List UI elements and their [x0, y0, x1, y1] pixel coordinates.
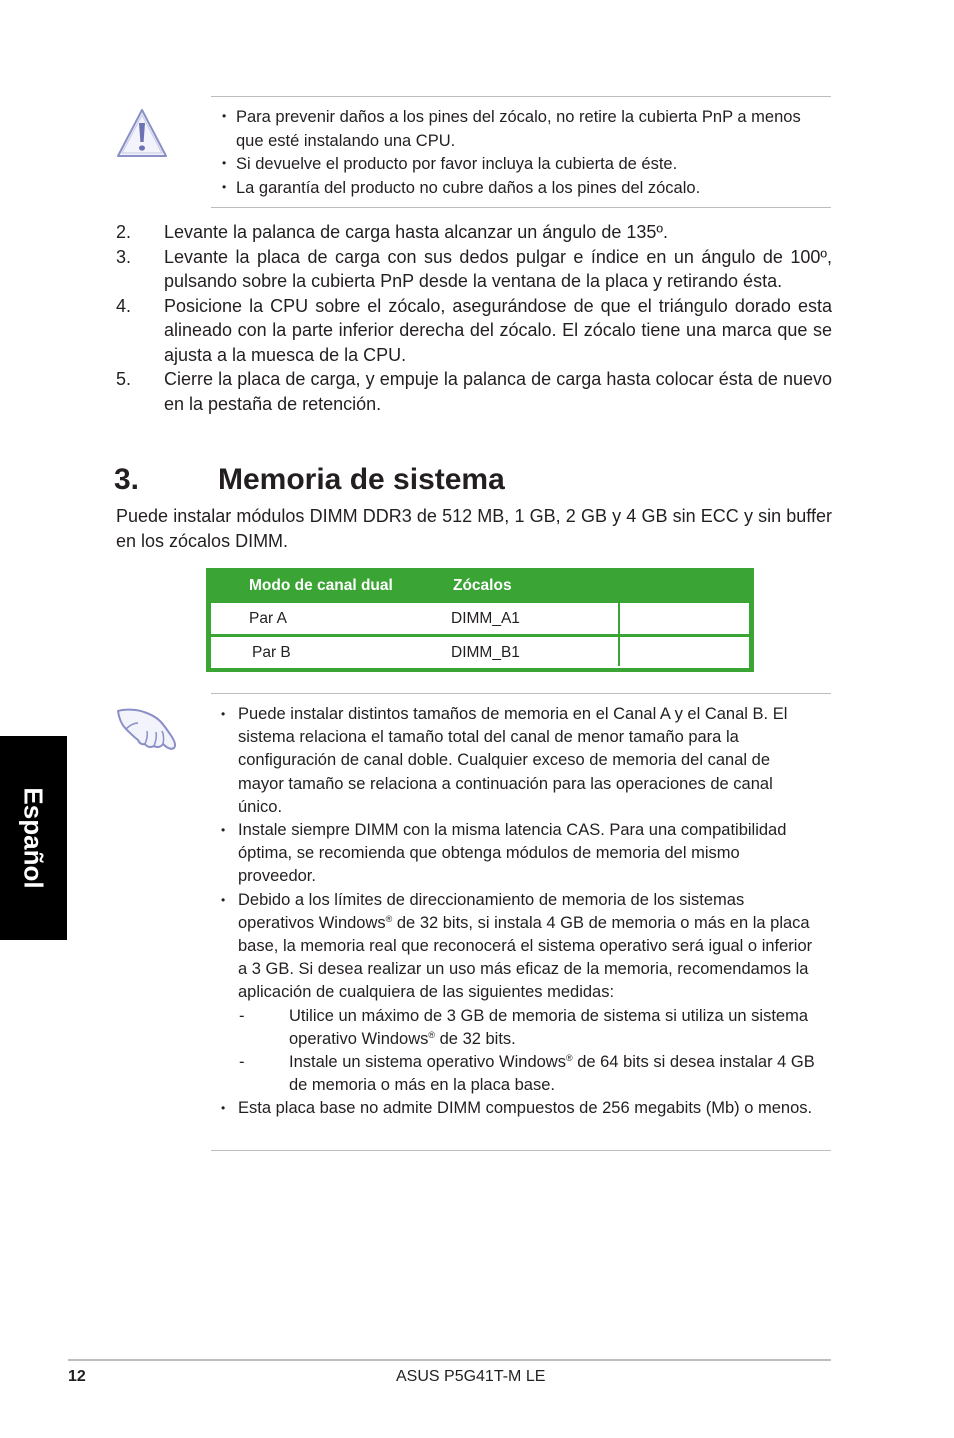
table-header	[206, 568, 754, 602]
note-text-part: Instale un sistema operativo Windows	[289, 1053, 566, 1072]
page-number: 12	[68, 1368, 86, 1385]
step-text: Levante la placa de carga con sus dedos pulgar e índice en un ángulo de 100º, pulsando sobre la cubierta PnP desde la ventana de la placa y retirando ésta.	[164, 246, 832, 291]
step-number: 3.	[116, 246, 132, 267]
note-text-part: Utilice un máximo de 3 GB de memoria de sistema si utiliza un sistema operativo Windows	[289, 1006, 809, 1048]
caution-box	[211, 96, 831, 208]
table-cell: DIMM_A1	[451, 610, 520, 627]
section-title: Memoria de sistema	[218, 463, 505, 496]
registered-mark: ®	[428, 1029, 436, 1040]
note-subitem	[219, 1005, 819, 1051]
caution-list	[219, 106, 819, 200]
header-mode: Modo de canal dual	[249, 577, 393, 594]
caution-item: • Para prevenir daños a los pines del zócalo, no retire la cubierta PnP a menos que esté instalando una CPU.	[219, 106, 819, 153]
registered-mark: ®	[385, 913, 393, 924]
step-item	[114, 367, 832, 416]
dash-marker: -	[239, 1053, 245, 1072]
step-item	[114, 245, 832, 294]
note-content	[219, 703, 819, 1121]
note-item: • Esta placa base no admite DIMM compuestos de 256 megabits (Mb) o menos.	[219, 1097, 819, 1120]
step-item	[114, 220, 832, 245]
note-item	[219, 889, 819, 1005]
note-item: • Instale siempre DIMM con la misma latencia CAS. Para una compatibilidad óptima, se recomienda que obtenga módulos de memoria del mismo proveedor.	[219, 819, 819, 889]
table-cell: Par B	[252, 644, 291, 661]
step-text: Cierre la placa de carga, y empuje la palanca de carga hasta colocar ésta de nuevo en la pestaña de retención.	[164, 369, 832, 414]
note-text-part: Debido a los límites de direccionamiento de memoria de los sistemas operativos Windows	[238, 890, 745, 932]
step-number: 5.	[116, 369, 132, 389]
step-text: Levante la palanca de carga hasta alcanzar un ángulo de 135º.	[164, 222, 668, 242]
note-item: • Puede instalar distintos tamaños de memoria en el Canal A y el Canal B. El sistema relaciona el tamaño total del canal de menor tamaño para la configuración de canal doble. Cualquier exceso de memoria del canal de mayor tamaño se relaciona a continuación para las operaciones de canal único.	[219, 703, 819, 819]
dual-channel-table	[206, 568, 754, 672]
step-item	[114, 294, 832, 368]
step-text: Posicione la CPU sobre el zócalo, asegurándose de que el triángulo dorado esta alineado con la parte inferior derecha del zócalo. El zócalo tiene una marca que se ajusta a la muesca de la CPU.	[164, 295, 832, 365]
table-divider	[618, 602, 620, 666]
registered-mark: ®	[565, 1053, 573, 1064]
dash-marker: -	[239, 1006, 245, 1025]
step-number: 2.	[116, 222, 132, 242]
note-text-part: de 32 bits.	[435, 1029, 516, 1048]
footer-divider	[68, 1359, 831, 1361]
header-sockets: Zócalos	[453, 577, 512, 594]
step-number: 4.	[116, 295, 132, 316]
warning-triangle-icon	[114, 106, 170, 160]
note-box	[211, 693, 831, 1151]
table-row	[211, 637, 749, 668]
caution-item: • Si devuelve el producto por favor incluya la cubierta de éste.	[219, 153, 819, 177]
installation-steps	[114, 220, 832, 416]
table-cell: Par A	[249, 610, 287, 627]
language-tab	[0, 736, 67, 940]
pointing-hand-icon	[114, 701, 180, 751]
footer-model: ASUS P5G41T-M LE	[396, 1368, 546, 1385]
note-text-part: de 32 bits, si instala 4 GB de memoria o más en la placa base, la memoria real que reconocerá el sistema operativo será igual o inferior a 3 GB. Si desea realizar un uso más eficaz de la memoria, recomendamos la aplicación de cualquiera de las siguientes medidas:	[238, 913, 813, 1002]
note-text-part: de 64 bits si desea instalar 4 GB de memoria o más en la placa base.	[289, 1053, 815, 1095]
section-intro: Puede instalar módulos DIMM DDR3 de 512 MB, 1 GB, 2 GB y 4 GB sin ECC y sin buffer en los zócalos DIMM.	[116, 506, 832, 551]
language-label: Español	[18, 787, 49, 889]
caution-item: • La garantía del producto no cubre daños a los pines del zócalo.	[219, 177, 819, 201]
table-cell: DIMM_B1	[451, 644, 520, 661]
table-row	[211, 603, 749, 634]
section-number: 3.	[114, 463, 140, 496]
note-subitem	[219, 1051, 819, 1097]
